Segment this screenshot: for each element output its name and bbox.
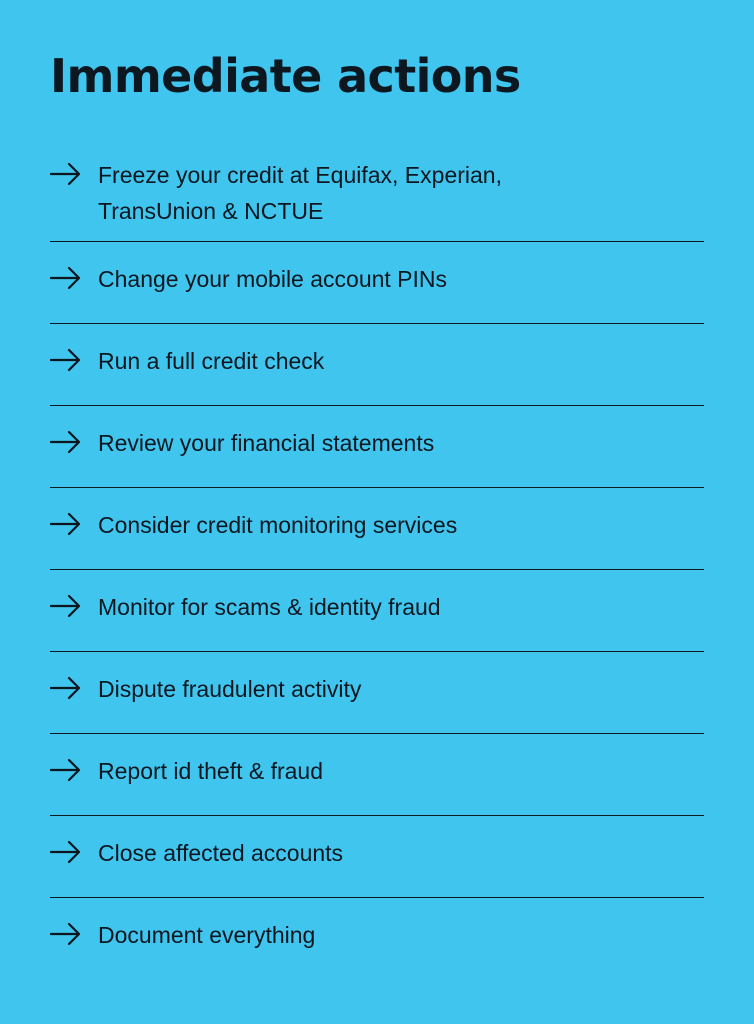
list-item	[50, 405, 704, 487]
list-item-label: Review your financial statements	[98, 430, 435, 456]
arrow-right-icon	[50, 348, 82, 372]
list-item-label: Report id theft & fraud	[98, 758, 324, 784]
list-item	[50, 323, 704, 405]
arrow-right-icon	[50, 758, 82, 782]
list-item-label: Change your mobile account PINs	[98, 266, 448, 292]
list-item-label: Monitor for scams & identity fraud	[98, 594, 441, 620]
arrow-right-icon	[50, 922, 82, 946]
page-title: Immediate actions	[50, 49, 521, 103]
list-item-label: Dispute fraudulent activity	[98, 676, 362, 702]
action-list	[50, 140, 704, 979]
arrow-right-icon	[50, 266, 82, 290]
list-item-label: Document everything	[98, 922, 316, 948]
arrow-right-icon	[50, 676, 82, 700]
list-item	[50, 487, 704, 569]
list-item	[50, 569, 704, 651]
arrow-right-icon	[50, 594, 82, 618]
arrow-right-icon	[50, 430, 82, 454]
list-item-label: Freeze your credit at Equifax, Experian, TransUnion & NCTUE	[98, 162, 502, 224]
list-item	[50, 651, 704, 733]
list-item-label: Consider credit monitoring services	[98, 512, 458, 538]
list-item-label: Close affected accounts	[98, 840, 344, 866]
list-item	[50, 140, 704, 241]
list-item	[50, 897, 704, 979]
arrow-right-icon	[50, 840, 82, 864]
list-item	[50, 815, 704, 897]
arrow-right-icon	[50, 512, 82, 536]
list-item	[50, 241, 704, 323]
list-item	[50, 733, 704, 815]
list-item-label: Run a full credit check	[98, 348, 325, 374]
arrow-right-icon	[50, 162, 82, 186]
